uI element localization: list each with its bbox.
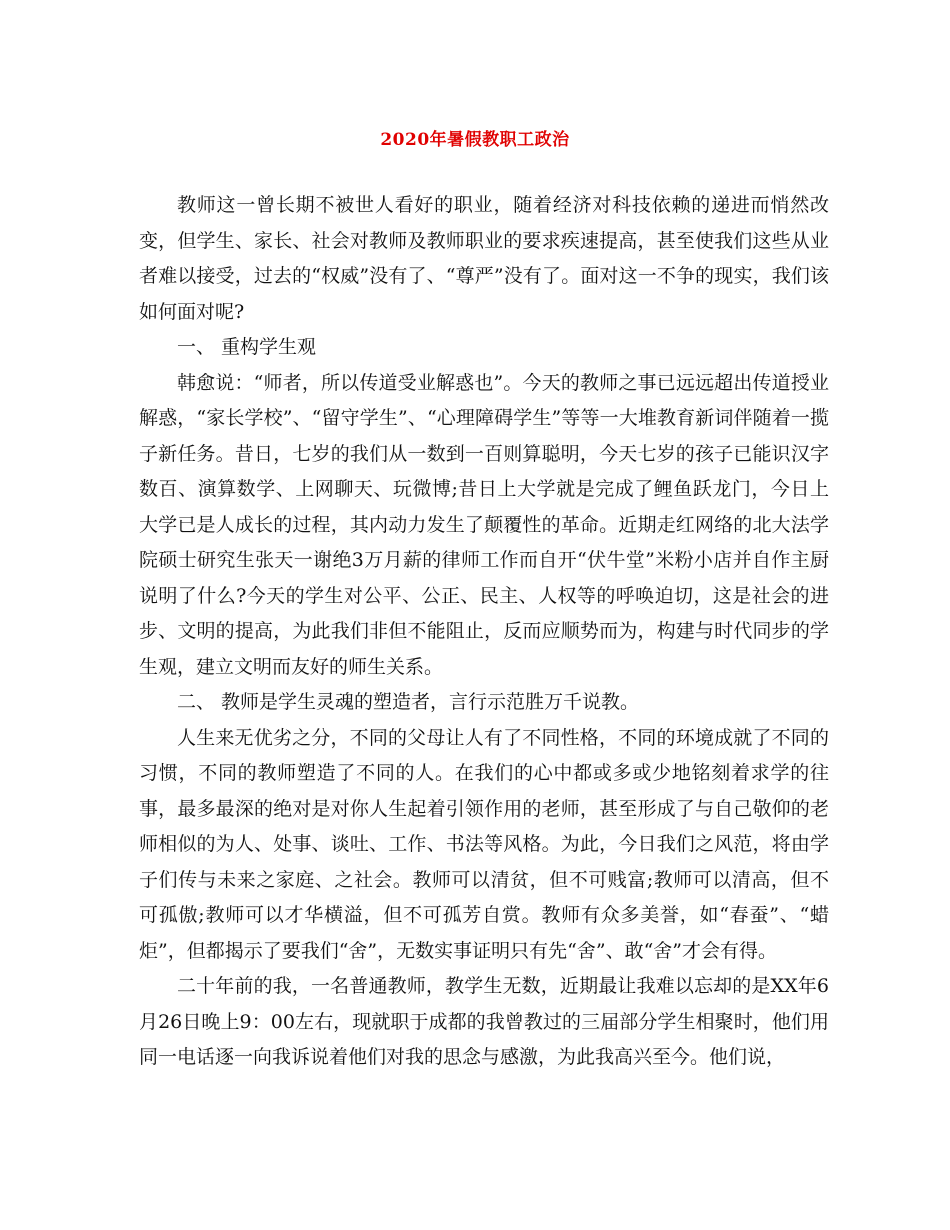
paragraph-section-2: 人生来无优劣之分，不同的父母让人有了不同性格，不同的环境成就了不同的习惯，不同的教师塑造了不同的人。在我们的心中都或多或少地铭刻着求学的往事，最多最深的绝对是对你人生起着引领作用的老师，甚至形成了与自己敬仰的老师相似的为人、处事、谈吐、工作、书法等风格。为此，今日我们之风范，将由学子们传与未来之家庭、之社会。教师可以清贫，但不可贱富;教师可以清高，但不可孤傲;教师可以才华横溢，但不可孤芳自赏。教师有众多美誉，如“春蚕”、“蜡炬”，但都揭示了要我们“舍”，无数实事证明只有先“舍”、敢“舍”才会有得。 xyxy=(139,726,829,962)
section-heading-2: 二、 教师是学生灵魂的塑造者，言行示范胜万千说教。 xyxy=(177,691,640,713)
paragraph-intro: 教师这一曾长期不被世人看好的职业，随着经济对科技依赖的递进而悄然改变，但学生、家长、社会对教师及教师职业的要求疾速提高，甚至使我们这些从业者难以接受，过去的“权威”没有了、“尊严”没有了。面对这一不争的现实，我们该如何面对呢? xyxy=(139,194,829,323)
paragraph-section-2-cont: 二十年前的我，一名普通教师，教学生无数，近期最让我难以忘却的是XX年6月26日晚上9：00左右，现就职于成都的我曾教过的三届部分学生相聚时，他们用同一电话逐一向我诉说着他们对我的思念与感激，为此我高兴至今。他们说， xyxy=(139,975,829,1068)
section-heading-1: 一、 重构学生观 xyxy=(177,336,317,358)
document-body xyxy=(139,188,829,1076)
document-title: 2020年暑假教职工政治 xyxy=(380,130,570,150)
paragraph-section-1: 韩愈说：“师者，所以传道受业解惑也”。今天的教师之事已远远超出传道授业解惑，“家长学校”、“留守学生”、“心理障碍学生”等等一大堆教育新词伴随着一揽子新任务。昔日，七岁的我们从一数到一百则算聪明，今天七岁的孩子已能识汉字数百、演算数学、上网聊天、玩微博;昔日上大学就是完成了鲤鱼跃龙门，今日上大学已是人成长的过程，其内动力发生了颠覆性的革命。近期走红网络的北大法学院硕士研究生张天一谢绝3万月薪的律师工作而自开“伏牛堂”米粉小店并自作主厨说明了什么?今天的学生对公平、公正、民主、人权等的呼唤迫切，这是社会的进步、文明的提高，为此我们非但不能阻止，反而应顺势而为，构建与时代同步的学生观，建立文明而友好的师生关系。 xyxy=(139,371,829,678)
